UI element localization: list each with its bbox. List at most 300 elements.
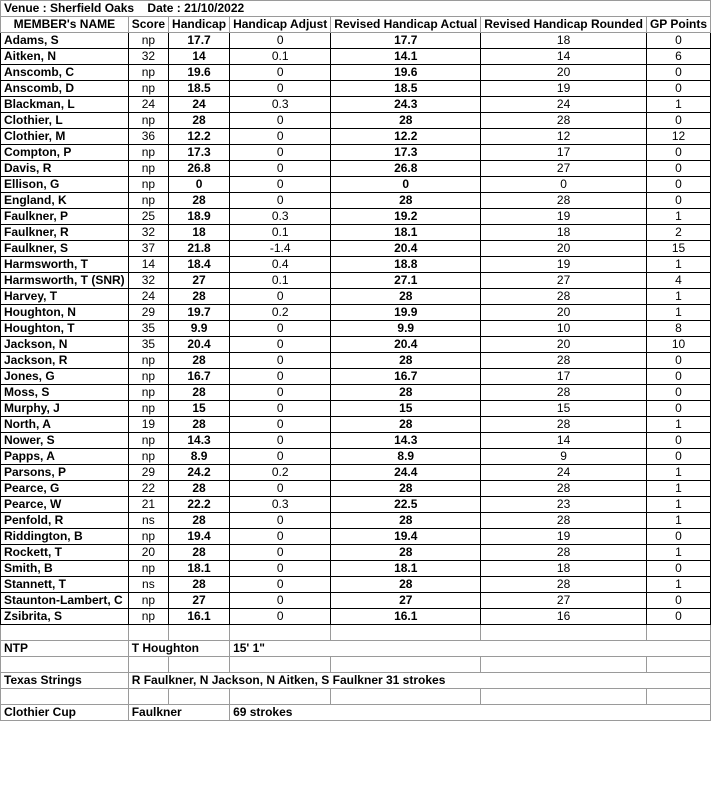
member-score: 19 <box>128 417 168 433</box>
member-rows <box>1 33 711 625</box>
member-rounded: 20 <box>481 241 647 257</box>
date-label: Date : <box>147 1 181 15</box>
member-adjust: 0.1 <box>230 49 331 65</box>
member-score: 29 <box>128 465 168 481</box>
member-row <box>1 273 711 289</box>
member-handicap: 28 <box>169 545 230 561</box>
member-actual: 18.1 <box>331 561 481 577</box>
member-points: 0 <box>646 65 710 81</box>
member-rounded: 18 <box>481 225 647 241</box>
member-score: np <box>128 449 168 465</box>
member-name: Moss, S <box>1 385 129 401</box>
member-name: Rockett, T <box>1 545 129 561</box>
member-row <box>1 129 711 145</box>
member-name: Zsibrita, S <box>1 609 129 625</box>
member-handicap: 18.9 <box>169 209 230 225</box>
member-handicap: 28 <box>169 353 230 369</box>
member-handicap: 27 <box>169 273 230 289</box>
member-points: 0 <box>646 177 710 193</box>
member-handicap: 9.9 <box>169 321 230 337</box>
member-row <box>1 401 711 417</box>
member-points: 4 <box>646 273 710 289</box>
member-name: Harvey, T <box>1 289 129 305</box>
member-name: Penfold, R <box>1 513 129 529</box>
member-rounded: 20 <box>481 337 647 353</box>
spacer-row <box>1 657 711 673</box>
title-row <box>1 1 711 17</box>
member-name: Houghton, T <box>1 321 129 337</box>
col-header-rounded: Revised Handicap Rounded <box>481 17 647 33</box>
member-points: 0 <box>646 449 710 465</box>
member-name: Harmsworth, T <box>1 257 129 273</box>
member-score: np <box>128 177 168 193</box>
member-score: np <box>128 161 168 177</box>
member-actual: 19.9 <box>331 305 481 321</box>
member-score: np <box>128 433 168 449</box>
member-points: 1 <box>646 305 710 321</box>
member-rounded: 20 <box>481 305 647 321</box>
member-handicap: 18.5 <box>169 81 230 97</box>
member-handicap: 12.2 <box>169 129 230 145</box>
member-actual: 28 <box>331 577 481 593</box>
member-actual: 18.8 <box>331 257 481 273</box>
member-points: 10 <box>646 337 710 353</box>
member-rounded: 20 <box>481 65 647 81</box>
col-header-name: MEMBER's NAME <box>1 17 129 33</box>
member-row <box>1 209 711 225</box>
member-rounded: 28 <box>481 385 647 401</box>
member-row <box>1 65 711 81</box>
member-points: 8 <box>646 321 710 337</box>
member-rounded: 24 <box>481 465 647 481</box>
member-name: Compton, P <box>1 145 129 161</box>
member-handicap: 26.8 <box>169 161 230 177</box>
cup-label: Clothier Cup <box>1 705 129 721</box>
member-row <box>1 289 711 305</box>
member-name: Jackson, R <box>1 353 129 369</box>
member-score: np <box>128 193 168 209</box>
member-name: Pearce, G <box>1 481 129 497</box>
member-adjust: 0 <box>230 529 331 545</box>
cup-value: 69 strokes <box>230 705 711 721</box>
member-actual: 9.9 <box>331 321 481 337</box>
member-handicap: 28 <box>169 193 230 209</box>
member-actual: 28 <box>331 385 481 401</box>
member-handicap: 16.1 <box>169 609 230 625</box>
member-points: 0 <box>646 433 710 449</box>
member-score: 14 <box>128 257 168 273</box>
member-adjust: 0 <box>230 129 331 145</box>
ntp-label: NTP <box>1 641 129 657</box>
member-points: 0 <box>646 161 710 177</box>
member-actual: 18.1 <box>331 225 481 241</box>
member-name: Nower, S <box>1 433 129 449</box>
member-handicap: 28 <box>169 289 230 305</box>
member-handicap: 0 <box>169 177 230 193</box>
spacer-row <box>1 689 711 705</box>
member-score: np <box>128 385 168 401</box>
member-points: 0 <box>646 401 710 417</box>
member-row <box>1 49 711 65</box>
member-adjust: 0.3 <box>230 497 331 513</box>
member-rounded: 28 <box>481 577 647 593</box>
member-adjust: 0 <box>230 593 331 609</box>
member-row <box>1 33 711 49</box>
member-score: 24 <box>128 97 168 113</box>
member-handicap: 15 <box>169 401 230 417</box>
member-actual: 0 <box>331 177 481 193</box>
member-row <box>1 545 711 561</box>
member-score: 32 <box>128 225 168 241</box>
member-score: np <box>128 401 168 417</box>
spacer-row <box>1 625 711 641</box>
member-row <box>1 481 711 497</box>
member-row <box>1 161 711 177</box>
member-points: 1 <box>646 513 710 529</box>
member-points: 1 <box>646 497 710 513</box>
member-adjust: -1.4 <box>230 241 331 257</box>
member-actual: 24.3 <box>331 97 481 113</box>
member-points: 1 <box>646 289 710 305</box>
member-row <box>1 225 711 241</box>
member-adjust: 0 <box>230 289 331 305</box>
member-row <box>1 321 711 337</box>
member-actual: 16.7 <box>331 369 481 385</box>
member-name: Staunton-Lambert, C <box>1 593 129 609</box>
member-score: 36 <box>128 129 168 145</box>
member-handicap: 19.6 <box>169 65 230 81</box>
member-adjust: 0 <box>230 33 331 49</box>
member-row <box>1 257 711 273</box>
member-rounded: 19 <box>481 257 647 273</box>
cup-row <box>1 705 711 721</box>
member-row <box>1 177 711 193</box>
member-actual: 20.4 <box>331 337 481 353</box>
member-adjust: 0 <box>230 449 331 465</box>
member-adjust: 0.3 <box>230 209 331 225</box>
member-rounded: 17 <box>481 145 647 161</box>
member-row <box>1 241 711 257</box>
member-score: 21 <box>128 497 168 513</box>
member-score: np <box>128 369 168 385</box>
member-handicap: 18.1 <box>169 561 230 577</box>
member-name: Pearce, W <box>1 497 129 513</box>
member-adjust: 0 <box>230 65 331 81</box>
member-points: 0 <box>646 145 710 161</box>
member-actual: 28 <box>331 353 481 369</box>
member-name: Parsons, P <box>1 465 129 481</box>
member-rounded: 19 <box>481 81 647 97</box>
member-handicap: 18 <box>169 225 230 241</box>
member-adjust: 0 <box>230 113 331 129</box>
member-row <box>1 193 711 209</box>
member-handicap: 19.7 <box>169 305 230 321</box>
member-name: Houghton, N <box>1 305 129 321</box>
member-points: 15 <box>646 241 710 257</box>
member-score: 37 <box>128 241 168 257</box>
member-adjust: 0.4 <box>230 257 331 273</box>
member-rounded: 23 <box>481 497 647 513</box>
member-points: 1 <box>646 545 710 561</box>
member-actual: 16.1 <box>331 609 481 625</box>
member-handicap: 22.2 <box>169 497 230 513</box>
member-points: 0 <box>646 369 710 385</box>
member-adjust: 0 <box>230 161 331 177</box>
member-score: 25 <box>128 209 168 225</box>
member-handicap: 28 <box>169 577 230 593</box>
texas-label: Texas Strings <box>1 673 129 689</box>
col-header-points: GP Points <box>646 17 710 33</box>
member-handicap: 16.7 <box>169 369 230 385</box>
member-adjust: 0.3 <box>230 97 331 113</box>
member-rounded: 12 <box>481 129 647 145</box>
member-points: 0 <box>646 593 710 609</box>
member-name: North, A <box>1 417 129 433</box>
member-adjust: 0 <box>230 545 331 561</box>
member-adjust: 0 <box>230 337 331 353</box>
member-points: 0 <box>646 113 710 129</box>
member-rounded: 0 <box>481 177 647 193</box>
member-rounded: 28 <box>481 353 647 369</box>
venue-label: Venue : <box>4 1 47 15</box>
member-points: 1 <box>646 417 710 433</box>
member-name: Jones, G <box>1 369 129 385</box>
member-handicap: 20.4 <box>169 337 230 353</box>
member-row <box>1 97 711 113</box>
col-header-handicap: Handicap <box>169 17 230 33</box>
member-points: 2 <box>646 225 710 241</box>
member-score: np <box>128 561 168 577</box>
member-adjust: 0 <box>230 481 331 497</box>
member-actual: 22.5 <box>331 497 481 513</box>
member-handicap: 27 <box>169 593 230 609</box>
member-rounded: 24 <box>481 97 647 113</box>
member-actual: 12.2 <box>331 129 481 145</box>
member-rounded: 18 <box>481 561 647 577</box>
member-handicap: 24.2 <box>169 465 230 481</box>
member-adjust: 0.2 <box>230 465 331 481</box>
member-name: Papps, A <box>1 449 129 465</box>
member-points: 0 <box>646 385 710 401</box>
member-name: Ellison, G <box>1 177 129 193</box>
member-actual: 15 <box>331 401 481 417</box>
ntp-distance: 15' 1" <box>230 641 711 657</box>
member-rounded: 27 <box>481 161 647 177</box>
member-score: ns <box>128 577 168 593</box>
member-adjust: 0 <box>230 177 331 193</box>
member-actual: 14.3 <box>331 433 481 449</box>
member-rounded: 19 <box>481 529 647 545</box>
member-adjust: 0 <box>230 321 331 337</box>
member-adjust: 0 <box>230 561 331 577</box>
member-rounded: 28 <box>481 193 647 209</box>
texas-value: R Faulkner, N Jackson, N Aitken, S Faulkner 31 strokes <box>128 673 710 689</box>
member-handicap: 28 <box>169 481 230 497</box>
member-points: 0 <box>646 529 710 545</box>
member-actual: 28 <box>331 193 481 209</box>
member-name: Clothier, M <box>1 129 129 145</box>
member-handicap: 14.3 <box>169 433 230 449</box>
member-adjust: 0 <box>230 609 331 625</box>
member-score: np <box>128 353 168 369</box>
member-handicap: 19.4 <box>169 529 230 545</box>
member-score: 32 <box>128 273 168 289</box>
member-score: np <box>128 113 168 129</box>
member-name: Harmsworth, T (SNR) <box>1 273 129 289</box>
member-actual: 17.7 <box>331 33 481 49</box>
member-actual: 24.4 <box>331 465 481 481</box>
member-score: np <box>128 593 168 609</box>
member-row <box>1 449 711 465</box>
member-score: 20 <box>128 545 168 561</box>
member-name: Riddington, B <box>1 529 129 545</box>
ntp-row <box>1 641 711 657</box>
member-adjust: 0.1 <box>230 273 331 289</box>
member-name: Davis, R <box>1 161 129 177</box>
member-actual: 26.8 <box>331 161 481 177</box>
member-actual: 28 <box>331 481 481 497</box>
member-name: Faulkner, S <box>1 241 129 257</box>
member-points: 1 <box>646 257 710 273</box>
member-rounded: 27 <box>481 273 647 289</box>
member-rounded: 28 <box>481 545 647 561</box>
member-score: 29 <box>128 305 168 321</box>
member-row <box>1 561 711 577</box>
member-row <box>1 609 711 625</box>
member-rounded: 17 <box>481 369 647 385</box>
member-rounded: 9 <box>481 449 647 465</box>
member-actual: 28 <box>331 113 481 129</box>
member-adjust: 0 <box>230 145 331 161</box>
member-name: Blackman, L <box>1 97 129 113</box>
member-rounded: 28 <box>481 481 647 497</box>
member-rounded: 28 <box>481 113 647 129</box>
member-rounded: 19 <box>481 209 647 225</box>
member-actual: 28 <box>331 513 481 529</box>
member-name: Aitken, N <box>1 49 129 65</box>
member-adjust: 0 <box>230 433 331 449</box>
member-score: np <box>128 529 168 545</box>
member-handicap: 28 <box>169 385 230 401</box>
member-actual: 27 <box>331 593 481 609</box>
member-row <box>1 529 711 545</box>
member-points: 1 <box>646 481 710 497</box>
member-name: Stannett, T <box>1 577 129 593</box>
member-handicap: 24 <box>169 97 230 113</box>
member-row <box>1 465 711 481</box>
member-actual: 19.6 <box>331 65 481 81</box>
member-adjust: 0 <box>230 369 331 385</box>
venue-name: Sherfield Oaks <box>50 1 135 15</box>
member-name: Anscomb, C <box>1 65 129 81</box>
member-points: 0 <box>646 33 710 49</box>
member-adjust: 0 <box>230 353 331 369</box>
member-adjust: 0 <box>230 385 331 401</box>
member-adjust: 0.2 <box>230 305 331 321</box>
member-score: ns <box>128 513 168 529</box>
member-actual: 19.2 <box>331 209 481 225</box>
member-points: 1 <box>646 465 710 481</box>
member-actual: 17.3 <box>331 145 481 161</box>
member-row <box>1 385 711 401</box>
member-rounded: 14 <box>481 433 647 449</box>
member-rounded: 14 <box>481 49 647 65</box>
member-adjust: 0 <box>230 401 331 417</box>
member-actual: 14.1 <box>331 49 481 65</box>
venue-title <box>1 1 711 17</box>
col-header-score: Score <box>128 17 168 33</box>
member-points: 0 <box>646 561 710 577</box>
member-score: np <box>128 65 168 81</box>
member-adjust: 0 <box>230 81 331 97</box>
member-row <box>1 337 711 353</box>
member-name: Adams, S <box>1 33 129 49</box>
member-actual: 27.1 <box>331 273 481 289</box>
member-row <box>1 593 711 609</box>
member-handicap: 18.4 <box>169 257 230 273</box>
member-row <box>1 577 711 593</box>
member-rounded: 10 <box>481 321 647 337</box>
member-actual: 28 <box>331 417 481 433</box>
member-score: np <box>128 33 168 49</box>
member-rounded: 15 <box>481 401 647 417</box>
member-actual: 8.9 <box>331 449 481 465</box>
member-row <box>1 145 711 161</box>
member-rounded: 18 <box>481 33 647 49</box>
member-row <box>1 113 711 129</box>
member-handicap: 21.8 <box>169 241 230 257</box>
member-rounded: 27 <box>481 593 647 609</box>
member-actual: 28 <box>331 545 481 561</box>
member-handicap: 17.7 <box>169 33 230 49</box>
member-actual: 19.4 <box>331 529 481 545</box>
member-name: Murphy, J <box>1 401 129 417</box>
column-header-row <box>1 17 711 33</box>
member-actual: 18.5 <box>331 81 481 97</box>
member-adjust: 0 <box>230 193 331 209</box>
member-points: 0 <box>646 193 710 209</box>
member-score: np <box>128 145 168 161</box>
col-header-adjust: Handicap Adjust <box>230 17 331 33</box>
member-handicap: 14 <box>169 49 230 65</box>
member-score: np <box>128 609 168 625</box>
member-name: Smith, B <box>1 561 129 577</box>
member-name: England, K <box>1 193 129 209</box>
member-score: 22 <box>128 481 168 497</box>
texas-row <box>1 673 711 689</box>
member-rounded: 16 <box>481 609 647 625</box>
member-adjust: 0 <box>230 417 331 433</box>
member-adjust: 0.1 <box>230 225 331 241</box>
member-row <box>1 433 711 449</box>
member-actual: 28 <box>331 289 481 305</box>
member-rounded: 28 <box>481 513 647 529</box>
member-actual: 20.4 <box>331 241 481 257</box>
member-name: Clothier, L <box>1 113 129 129</box>
member-points: 1 <box>646 97 710 113</box>
member-handicap: 28 <box>169 113 230 129</box>
member-handicap: 28 <box>169 513 230 529</box>
member-row <box>1 369 711 385</box>
ntp-winner: T Houghton <box>128 641 229 657</box>
member-points: 0 <box>646 81 710 97</box>
member-score: 32 <box>128 49 168 65</box>
member-handicap: 17.3 <box>169 145 230 161</box>
member-points: 12 <box>646 129 710 145</box>
member-name: Jackson, N <box>1 337 129 353</box>
member-points: 0 <box>646 353 710 369</box>
member-adjust: 0 <box>230 513 331 529</box>
